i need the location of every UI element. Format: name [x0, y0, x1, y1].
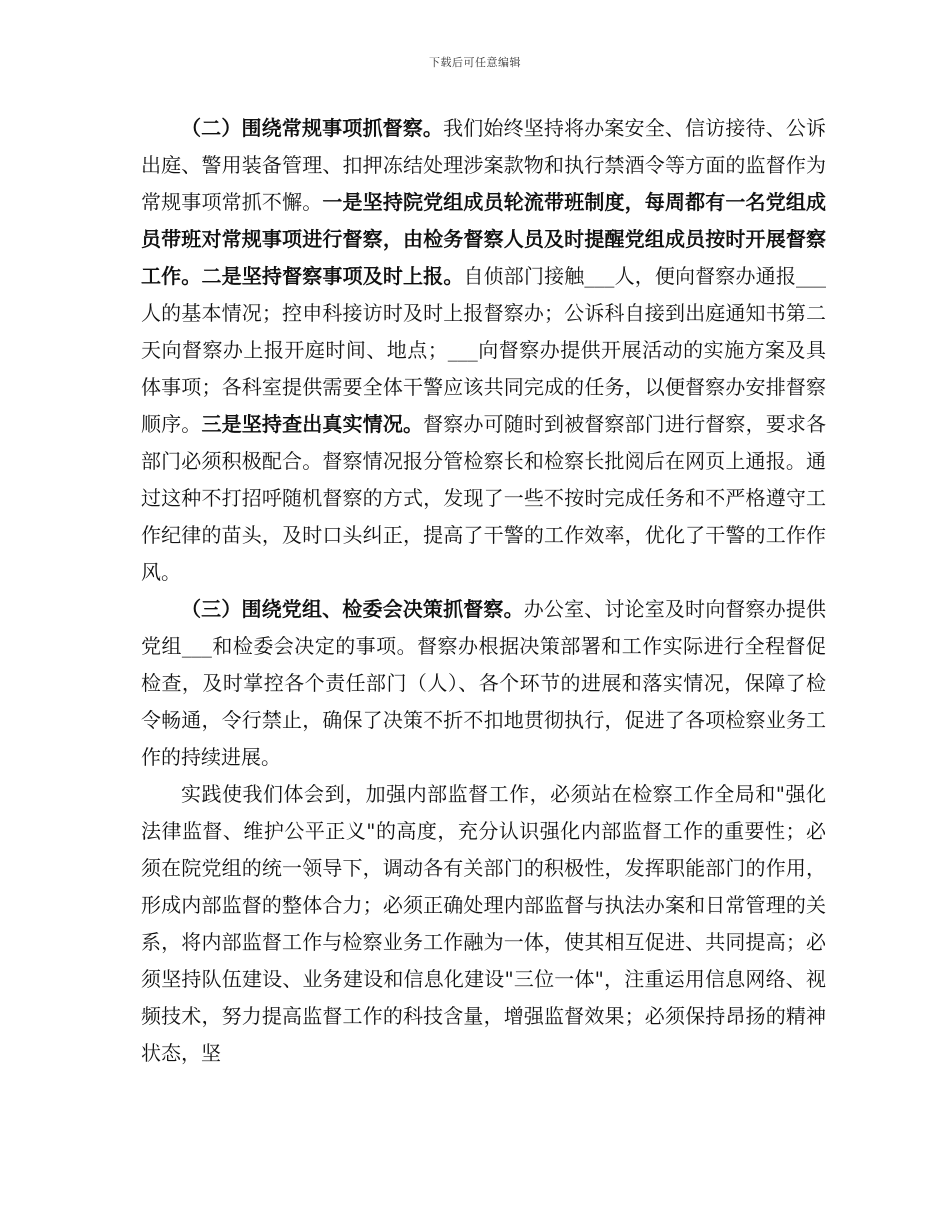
document-body — [141, 110, 826, 1072]
section-two-points-one-two: 一是坚持院党组成员轮流带班制度，每周都有一名党组成员带班对常规事项进行督察，由检务督察人员及时提醒党组成员按时开展督察工作。二是坚持督察事项及时上报。 — [141, 190, 827, 288]
section-two-intro: 我们始终坚持将办案安全、信访接待、公诉出庭、警用装备管理、扣押冻结处理涉案款物和执行禁酒令等方面的监督作为常规事项常抓不懈。 — [141, 116, 827, 214]
section-three-body: 办公室、讨论室及时向督察办提供党组___和检委会决定的事项。督察办根据决策部署和工作实际进行全程督促检查，及时掌控各个责任部门（人）、各个环节的进展和落实情况，保障了检令畅通，令行禁止，确保了决策不折不扣地贯彻执行，促进了各项检察业务工作的持续进展。 — [141, 597, 827, 769]
section-two-inspection-detail: 督察办可随时到被督察部门进行督察，要求各部门必须积极配合。督察情况报分管检察长和检察长批阅后在网页上通报。通过这种不打招呼随机督察的方式，发现了一些不按时完成任务和不严格遵守工作纪律的苗头，及时口头纠正，提高了干警的工作效率，优化了干警的工作作风。 — [141, 412, 827, 584]
paragraph-section-three — [141, 591, 826, 776]
section-three-heading: （三）围绕党组、检委会决策抓督察。 — [181, 597, 524, 621]
paragraph-section-two — [141, 110, 826, 591]
section-two-heading: （二）围绕常规事项抓督察。 — [181, 116, 444, 140]
conclusion-body: 实践使我们体会到，加强内部监督工作，必须站在检察工作全局和"强化法律监督、维护公平正义"的高度，充分认识强化内部监督工作的重要性；必须在院党组的统一领导下，调动各有关部门的积极性，发挥职能部门的作用，形成内部监督的整体合力；必须正确处理内部监督与执法办案和日常管理的关系，将内部监督工作与检察业务工作融为一体，使其相互促进、共同提高；必须坚持队伍建设、业务建设和信息化建设"三位一体"，注重运用信息网络、视频技术，努力提高监督工作的科技含量，增强监督效果；必须保持昂扬的精神状态，坚 — [141, 782, 826, 1065]
section-two-reporting-detail: 自侦部门接触___人，便向督察办通报___人的基本情况；控申科接访时及时上报督察办；公诉科自接到出庭通知书第二天向督察办上报开庭时间、地点；___向督察办提供开展活动的实施方案及具体事项；各科室提供需要全体干警应该共同完成的任务，以便督察办安排督察顺序。 — [141, 264, 826, 436]
section-two-point-three: 三是坚持查出真实情况。 — [201, 412, 424, 436]
page-header: 下载后可任意编辑 — [429, 56, 521, 69]
paragraph-conclusion — [141, 776, 826, 1072]
